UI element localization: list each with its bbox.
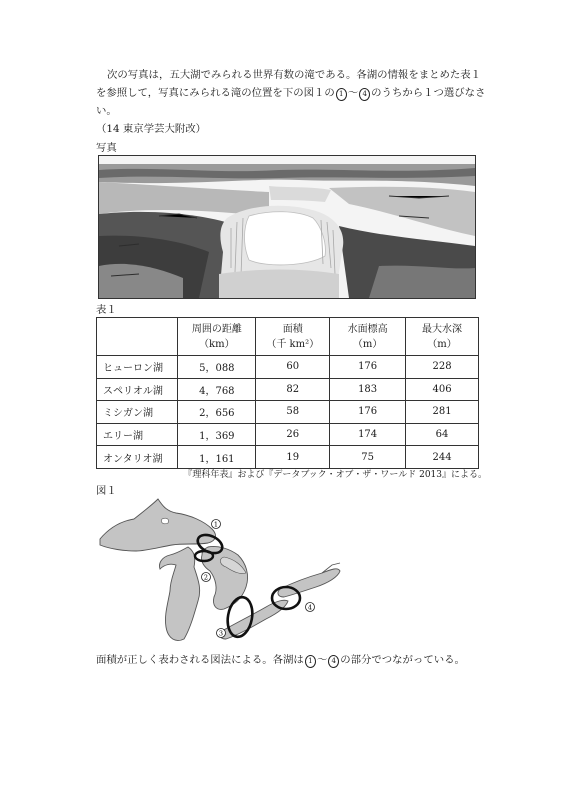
depth-cell: 281: [406, 401, 479, 424]
area-cell: 60: [256, 356, 330, 379]
table-header-blank: [97, 318, 178, 356]
perimeter-cell: 1，369: [178, 423, 256, 446]
caption-choice-4-mark: 4: [328, 655, 339, 668]
lake-ontario: [278, 569, 340, 597]
lake-name: ヒューロン湖: [97, 356, 178, 379]
depth-cell: 406: [406, 378, 479, 401]
photo-label: 写真: [96, 142, 117, 154]
elevation-cell: 75: [330, 446, 406, 469]
table-header-area: 面積 （千 km²）: [256, 318, 330, 356]
question-line-2: を参照して，写真にみられる滝の位置を下の図１の 1 〜 4 のうちから１つ選びなさい。: [96, 87, 486, 117]
caption-choice-1-mark: 1: [305, 655, 316, 668]
marker-3-label: 3: [218, 629, 224, 638]
table-row: [97, 401, 479, 424]
elevation-cell: 183: [330, 378, 406, 401]
lake-name: スペリオル湖: [97, 378, 178, 401]
perimeter-cell: 2，656: [178, 401, 256, 424]
table-label: 表１: [96, 304, 117, 316]
great-lakes-map: [96, 497, 344, 645]
question-line-1: 次の写真は，五大湖でみられる世界有数の滝である。各湖の情報をまとめた表１: [107, 69, 482, 81]
table-row: [97, 356, 479, 379]
table-header-elevation: 水面標高 （m）: [330, 318, 406, 356]
choice-4-mark: 4: [359, 88, 370, 101]
area-cell: 58: [256, 401, 330, 424]
perimeter-cell: 5，088: [178, 356, 256, 379]
elevation-cell: 174: [330, 423, 406, 446]
lake-name: ミシガン湖: [97, 401, 178, 424]
elevation-cell: 176: [330, 356, 406, 379]
lake-name: オンタリオ湖: [97, 446, 178, 469]
marker-1-label: 1: [213, 520, 219, 529]
marker-4-label: 4: [307, 603, 313, 612]
perimeter-cell: 4，768: [178, 378, 256, 401]
elevation-cell: 176: [330, 401, 406, 424]
question-source: （14 東京学芸大附改）: [96, 123, 207, 135]
area-cell: 19: [256, 446, 330, 469]
choice-1-mark: 1: [336, 88, 347, 101]
question-text: [96, 66, 506, 138]
depth-cell: 64: [406, 423, 479, 446]
lake-michigan: [159, 547, 199, 641]
table-header-row: [97, 318, 479, 356]
figure-label: 図１: [96, 485, 117, 497]
perimeter-cell: 1，161: [178, 446, 256, 469]
depth-cell: 228: [406, 356, 479, 379]
niagara-falls-photo: [98, 155, 476, 299]
table-row: [97, 378, 479, 401]
figure-caption: 面積が正しく表わされる図法による。各湖は 1 〜 4 の部分でつながっている。: [96, 654, 465, 666]
table-row: [97, 423, 479, 446]
lake-name: エリー湖: [97, 423, 178, 446]
lake-info-table: [96, 317, 479, 469]
marker-2-label: 2: [203, 573, 209, 582]
table-header-perimeter: 周囲の距離 （km）: [178, 318, 256, 356]
depth-cell: 244: [406, 446, 479, 469]
table-row: [97, 446, 479, 469]
area-cell: 26: [256, 423, 330, 446]
area-cell: 82: [256, 378, 330, 401]
table-source-note: 『理科年表』および『データブック・オブ・ザ・ワールド 2013』による。: [183, 470, 487, 480]
table-header-depth: 最大水深 （m）: [406, 318, 479, 356]
